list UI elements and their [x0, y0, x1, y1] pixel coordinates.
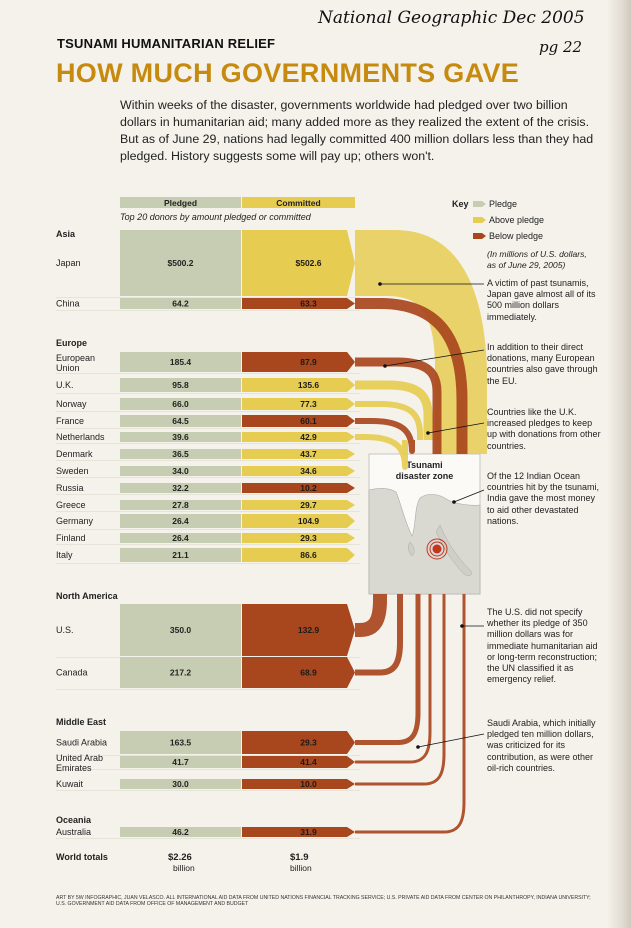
country-label-kuwait: Kuwait: [56, 779, 84, 789]
pledged-value-finland: 26.4: [172, 533, 189, 543]
pledged-value-netherlands: 39.6: [172, 432, 189, 442]
pledged-value-germany: 26.4: [172, 516, 189, 526]
group-label-asia: Asia: [56, 229, 76, 239]
legend-label-above: Above pledge: [489, 215, 545, 225]
legend-label-pledge: Pledge: [489, 199, 518, 209]
pledged-value-russia: 32.2: [172, 483, 189, 493]
unit-note-1: (In millions of U.S. dollars,: [487, 249, 587, 259]
page-title: HOW MUCH GOVERNMENTS GAVE: [56, 58, 520, 88]
group-label-oceania: Oceania: [56, 815, 92, 825]
committed-bar-european-union: [242, 352, 355, 372]
pledged-value-u-k: 95.8: [172, 380, 189, 390]
kicker-heading: TSUNAMI HUMANITARIAN RELIEF: [57, 36, 276, 51]
unit-note-2: as of June 29, 2005): [487, 260, 566, 270]
committed-value-finland: 29.3: [300, 533, 317, 543]
committed-bar-china: [242, 298, 355, 309]
committed-value-sweden: 34.6: [300, 466, 317, 476]
pledged-value-european-union: 185.4: [169, 357, 192, 367]
country-label-denmark: Denmark: [56, 449, 93, 459]
committed-value-u-s: 132.9: [297, 625, 320, 635]
country-label-european-union: European: [56, 353, 96, 363]
country-label-norway: Norway: [56, 399, 87, 409]
committed-value-norway: 77.3: [300, 399, 317, 409]
committed-value-germany: 104.9: [297, 516, 320, 526]
committed-column-header: Committed: [276, 198, 321, 208]
committed-bar-canada: [242, 657, 355, 688]
note-eu: In addition to their direct donations, many European countries also gave through the EU.: [487, 342, 598, 386]
callout-dot: [426, 431, 430, 435]
committed-value-canada: 68.9: [300, 667, 317, 678]
committed-value-greece: 29.7: [300, 500, 317, 510]
note-japan: A victim of past tsunamis, Japan gave almost all of its 500 million dollars immediately.: [487, 278, 596, 322]
country-label-united-arab-emirates-2: Emirates: [56, 763, 92, 773]
callout-dot: [378, 282, 382, 286]
callout-dot: [416, 745, 420, 749]
committed-bar-russia: [242, 483, 355, 493]
intro-paragraph: Within weeks of the disaster, governments worldwide had pledged over two billion dollars in humanitarian aid; many added more as they realized the extent of the crisis. But as of June 29, nations had legally committed 400 million dollars less than they had pledged. History suggests some will pay up; others won't.: [120, 98, 594, 163]
country-label-canada: Canada: [56, 667, 88, 678]
committed-bar-kuwait: [242, 779, 355, 789]
pledged-value-japan: $500.2: [167, 258, 194, 268]
flow-saudi-arabia: [355, 594, 418, 743]
country-label-sweden: Sweden: [56, 466, 89, 476]
note-india: Of the 12 Indian Ocean countries hit by the tsunami, India gave the most money to aid other devastated nations.: [487, 471, 600, 526]
legend-swatch-pledge: [473, 201, 486, 207]
pledged-value-sweden: 34.0: [172, 466, 189, 476]
committed-bar-denmark: [242, 449, 355, 459]
country-label-germany: Germany: [56, 516, 94, 526]
disaster-zone-label-1: Tsunami: [406, 460, 443, 470]
callout-dot: [383, 364, 387, 368]
totals-pledged: $2.26: [168, 852, 192, 863]
committed-value-kuwait: 10.0: [300, 779, 317, 789]
totals-label: World totals: [56, 852, 108, 862]
country-label-australia: Australia: [56, 827, 92, 837]
map-landmass: [369, 488, 480, 594]
note-uk: Countries like the U.K. increased pledges to keep up with donations from other countries.: [487, 407, 601, 451]
pledged-value-u-s: 350.0: [169, 625, 192, 635]
country-label-european-union-2: Union: [56, 363, 80, 373]
note-saudi: Saudi Arabia, which initially pledged ten million dollars, was criticized for its contribution, as were other oil-rich countries.: [487, 718, 596, 773]
country-label-united-arab-emirates: United Arab: [56, 753, 104, 763]
totals-committed: $1.9: [290, 852, 309, 863]
country-label-italy: Italy: [56, 550, 73, 560]
pledged-value-greece: 27.8: [172, 500, 189, 510]
committed-bar-france: [242, 415, 355, 427]
committed-bar-australia: [242, 827, 355, 837]
callout-dot: [460, 624, 464, 628]
group-label-europe: Europe: [56, 338, 88, 348]
page-edge: [607, 0, 631, 928]
pledged-value-saudi-arabia: 163.5: [169, 737, 192, 748]
legend-label-below: Below pledge: [489, 231, 544, 241]
committed-value-china: 63.3: [300, 298, 317, 309]
pledged-value-norway: 66.0: [172, 399, 189, 409]
country-label-saudi-arabia: Saudi Arabia: [56, 737, 108, 748]
flow-u-s: [355, 594, 380, 630]
pledged-value-france: 64.5: [172, 416, 189, 426]
disaster-zone-label-2: disaster zone: [395, 471, 454, 481]
committed-value-denmark: 43.7: [300, 449, 317, 459]
totals-committed-unit: billion: [290, 863, 312, 873]
group-label-middle-east: Middle East: [56, 717, 107, 727]
committed-value-netherlands: 42.9: [300, 432, 317, 442]
country-label-russia: Russia: [56, 483, 84, 493]
country-label-netherlands: Netherlands: [56, 432, 105, 442]
committed-bar-united-arab-emirates: [242, 756, 355, 768]
country-label-france: France: [56, 416, 85, 426]
handwritten-annotation: National Geographic Dec 2005: [318, 8, 585, 28]
pledged-column-header: Pledged: [163, 198, 198, 208]
totals-pledged-unit: billion: [173, 863, 195, 873]
country-label-greece: Greece: [56, 500, 86, 510]
pledged-value-kuwait: 30.0: [172, 779, 189, 789]
committed-value-italy: 86.6: [300, 550, 317, 560]
committed-value-united-arab-emirates: 41.4: [300, 757, 317, 767]
committed-bar-norway: [242, 398, 355, 410]
committed-value-australia: 31.9: [300, 827, 317, 837]
pledged-value-china: 64.2: [172, 298, 189, 309]
group-label-north-america: North America: [56, 591, 118, 601]
note-us: The U.S. did not specify whether its pledge of 350 million dollars was for immediate humanitarian aid or long-term reconstruction; the UN classified it as emergency relief.: [487, 607, 598, 685]
committed-value-japan: $502.6: [295, 258, 322, 268]
legend-swatch-below: [473, 233, 486, 239]
epicenter-ring: [433, 545, 441, 553]
committed-bar-saudi-arabia: [242, 731, 355, 754]
committed-value-u-k: 135.6: [297, 380, 320, 390]
committed-bar-italy: [242, 548, 355, 562]
callout-dot: [452, 500, 456, 504]
chart-subtitle: Top 20 donors by amount pledged or committed: [120, 212, 311, 222]
country-label-china: China: [56, 298, 80, 309]
pledged-value-italy: 21.1: [172, 550, 189, 560]
legend-swatch-above: [473, 217, 486, 223]
country-label-japan: Japan: [56, 258, 81, 268]
credits-footer: ART BY 5W INFOGRAPHIC, JUAN VELASCO. ALL INTERNATIONAL AID DATA FROM UNITED NATIONS FINANCIAL TRACKING SERVICE; U.S. PRIVATE AID DATA FROM CENTER ON PHILANTHROPY, INDIANA UNIVERSITY; U.S. GOVERNMENT AID DATA FROM OFFICE OF MANAGEMENT AND BUDGET: [56, 895, 591, 908]
country-label-u-s: U.S.: [56, 625, 74, 635]
committed-value-saudi-arabia: 29.3: [300, 737, 317, 748]
pledged-value-united-arab-emirates: 41.7: [172, 757, 189, 767]
country-label-u-k: U.K.: [56, 380, 74, 390]
pledged-value-denmark: 36.5: [172, 449, 189, 459]
committed-bar-finland: [242, 533, 355, 543]
country-label-finland: Finland: [56, 533, 86, 543]
committed-value-france: 60.1: [300, 416, 317, 426]
committed-value-european-union: 87.9: [300, 357, 317, 367]
handwritten-page-ref: pg 22: [539, 38, 583, 56]
legend-title: Key: [452, 199, 469, 209]
pledged-value-australia: 46.2: [172, 827, 189, 837]
pledged-value-canada: 217.2: [169, 667, 192, 678]
committed-bar-netherlands: [242, 432, 355, 442]
callout-leader: [418, 734, 484, 747]
committed-bar-sweden: [242, 466, 355, 476]
committed-bar-greece: [242, 500, 355, 510]
committed-value-russia: 10.2: [300, 483, 317, 493]
